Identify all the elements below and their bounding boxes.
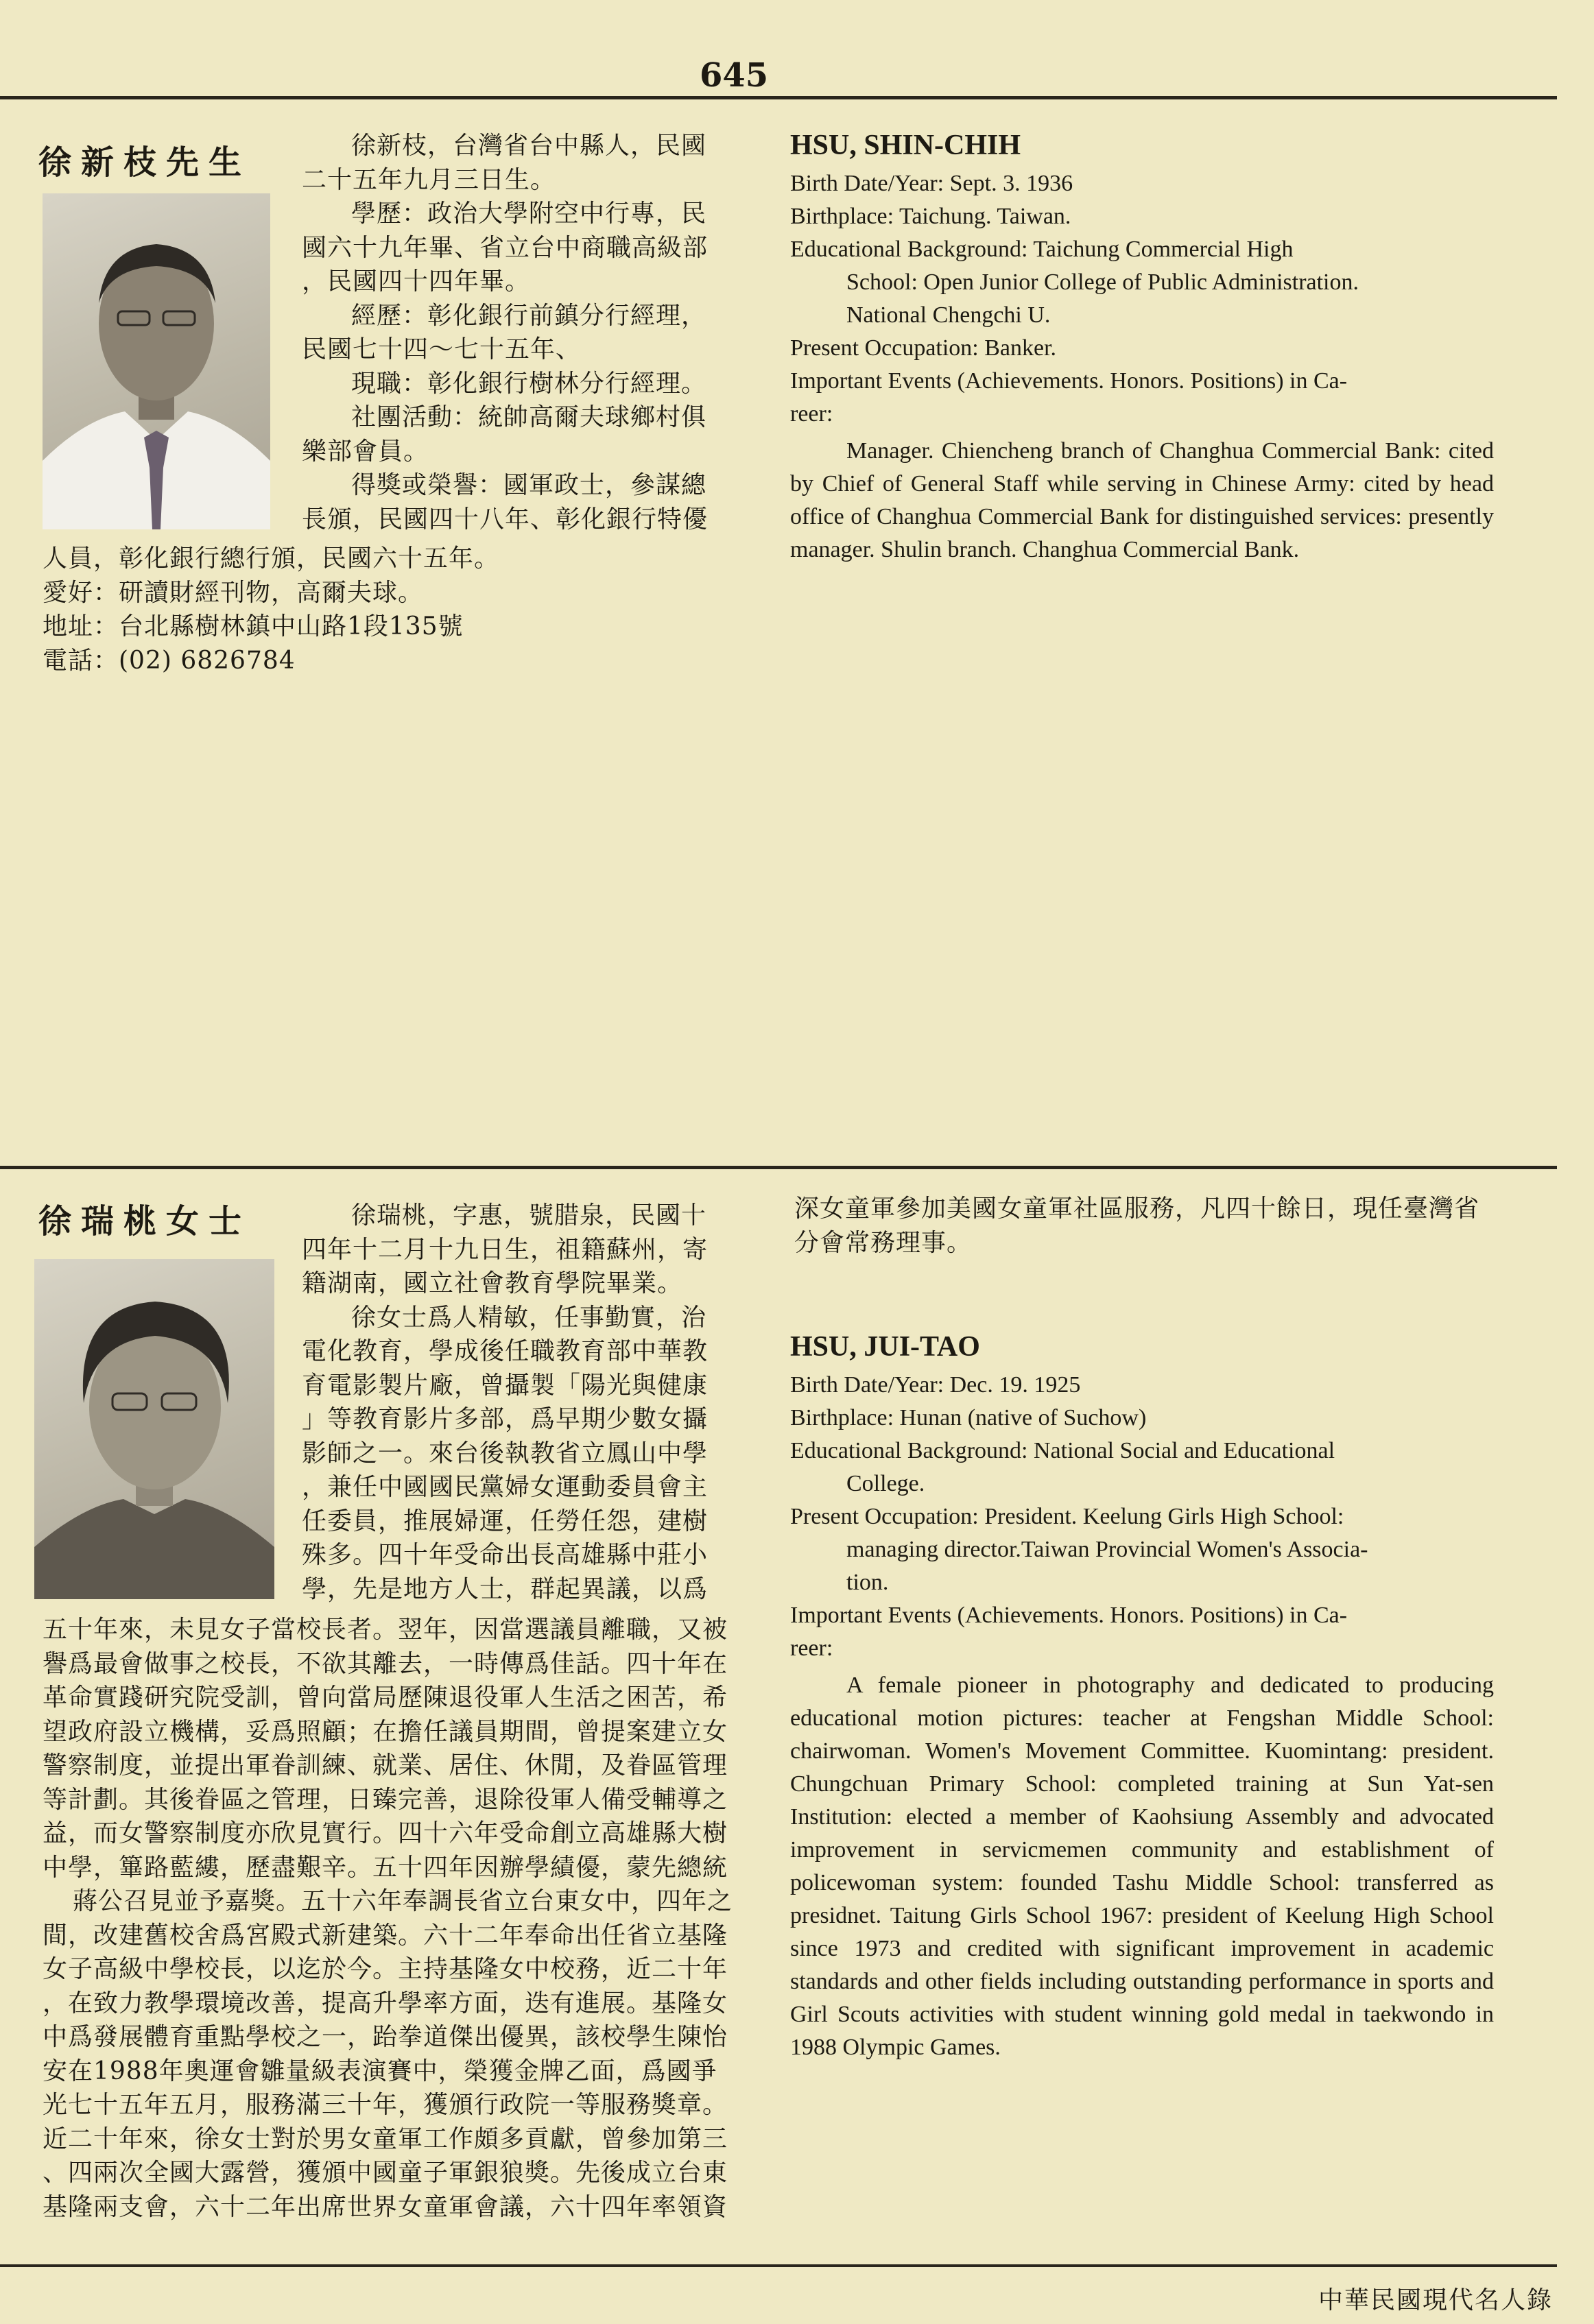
- entry-1-english-bio: [790, 126, 1494, 566]
- entry-1-chinese-name: 徐新枝先生: [38, 143, 252, 182]
- bio-line: 國六十九年畢、省立台中商職高級部: [302, 233, 709, 262]
- bio-line: ，在致力教學環境改善，提高升學率方面，迭有進展。基隆女: [43, 1989, 728, 2017]
- bio-line: 分會常務理事。: [794, 1228, 973, 1257]
- bio-line: 光七十五年五月，服務滿三十年，獲頒行政院一等服務獎章。: [43, 2091, 728, 2119]
- bio-line: 民國七十四～七十五年、: [302, 335, 582, 363]
- entry-2-english-name: HSU, JUI-TAO: [790, 1331, 980, 1363]
- bio-line: 電化教育，學成後任職教育部中華教: [302, 1337, 709, 1365]
- bio-line: 樂部會員。: [302, 437, 429, 466]
- bio-line: 二十五年九月三日生。: [302, 165, 556, 194]
- events-paragraph: Manager. Chiencheng branch of Changhua Commercial Bank: cited by Chief of General Staff while serving in Chinese Army: cited by head office of Changhua Commercial Bank for distinguished services: presently manager. Shulin branch. Changhua Commercial Bank.: [790, 438, 1494, 562]
- birthplace: Birthplace: Hunan (native of Suchow): [790, 1405, 1147, 1430]
- occupation: Present Occupation: President. Keelung Girls High School:: [790, 1504, 1344, 1529]
- birthplace: Birthplace: Taichung. Taiwan.: [790, 204, 1071, 229]
- portrait-silhouette-icon: [34, 1259, 274, 1599]
- birth-date: Birth Date/Year: Sept. 3. 1936: [790, 171, 1073, 196]
- bio-line: 育電影製片廠，曾攝製「陽光與健康: [302, 1371, 709, 1400]
- bio-line: 近二十年來，徐女士對於男女童軍工作頗多貢獻，曾參加第三: [43, 2124, 728, 2153]
- bio-line: 徐瑞桃，字惠，號腊泉，民國十: [351, 1201, 707, 1230]
- bio-line: 得獎或榮譽：國軍政士，參謀總: [351, 471, 707, 499]
- events-label-cont: reer:: [790, 401, 833, 427]
- bio-line: 學歷：政治大學附空中行專，民: [351, 200, 707, 228]
- bio-line: ，民國四十四年畢。: [302, 267, 531, 296]
- bio-line: 深女童軍參加美國女童軍社區服務，凡四十餘日，現任臺灣省: [794, 1195, 1480, 1223]
- education-label: Educational Background: National Social and Educational: [790, 1438, 1335, 1463]
- entry-divider: [0, 1166, 1557, 1169]
- book-title-footer: 中華民國現代名人錄: [1318, 2286, 1553, 2314]
- bio-line: 長頒，民國四十八年、彰化銀行特優: [302, 505, 709, 534]
- entry-2-english-bio: [790, 1328, 1494, 2064]
- bio-line: 人員，彰化銀行總行頒，民國六十五年。: [43, 544, 500, 573]
- events-label: Important Events (Achievements. Honors. Positions) in Ca-: [790, 368, 1348, 394]
- entry-2-chinese-name: 徐瑞桃女士: [38, 1202, 252, 1241]
- bio-line: 基隆兩支會，六十二年出席世界女童軍會議，六十四年率領資: [43, 2192, 728, 2221]
- events-label: Important Events (Achievements. Honors. Positions) in Ca-: [790, 1603, 1348, 1628]
- events-paragraph: A female pioneer in photography and dedicated to producing educational motion pictures: teacher at Fengshan Middle School: chairwoman. Women's Movement Committee. Kuomintang: president. Chungchuan Primary School: completed training at Sun Yat-sen Institution: elected a member of Kaohsiung Assembly and advocated improvement in servicmemen community and establishment of policewoman system: founded Tashu Middle School: transferred as presidnet. Taitung Girls School 1967: president of Keelung High School since 1973 and credited with significant improvement in academic standards and other fields including outstanding performance in sports and Girl Scouts activities with student winning gold medal in taekwondo in 1988 Olympic Games.: [790, 1673, 1494, 2060]
- education-cont: National Chengchi U.: [846, 302, 1051, 328]
- bio-line: 徐女士爲人精敏，任事勤實，治: [351, 1303, 707, 1332]
- bio-line: 警察制度，並提出軍眷訓練、就業、居住、休閒，及眷區管理: [43, 1751, 728, 1780]
- portrait-silhouette-icon: [43, 193, 270, 529]
- bio-line: 」等教育影片多部，爲早期少數女攝: [302, 1405, 709, 1433]
- bio-line: 女子高級中學校長，以迄於今。主持基隆女中校務，近二十年: [43, 1955, 728, 1983]
- bio-line: 現職：彰化銀行樹林分行經理。: [351, 369, 707, 398]
- education-label: Educational Background: Taichung Commercial High: [790, 237, 1294, 262]
- bio-line: 安在1988年奧運會雛量級表演賽中，榮獲金牌乙面，爲國爭: [43, 2057, 717, 2085]
- bio-line: 影師之一。來台後執教省立鳳山中學: [302, 1439, 709, 1468]
- bio-line: 五十年來，未見女子當校長者。翌年，因當選議員離職，又被: [43, 1616, 728, 1644]
- bio-line: 益，而女警察制度亦欣見實行。四十六年受命創立高雄縣大樹: [43, 1819, 728, 1847]
- bio-line: 革命實踐研究院受訓，曾向當局歷陳退役軍人生活之困苦，希: [43, 1684, 728, 1712]
- entry-1-chinese-bio-top: [302, 129, 708, 536]
- occupation-cont: managing director.Taiwan Provincial Women's Associa-: [846, 1537, 1368, 1562]
- portrait-photo-male: [43, 193, 270, 529]
- occupation: Present Occupation: Banker.: [790, 335, 1057, 361]
- education-cont: College.: [846, 1471, 925, 1496]
- bio-line: 間，改建舊校舍爲宮殿式新建築。六十二年奉命出任省立基隆: [43, 1921, 728, 1950]
- bio-line: 籍湖南，國立社會教育學院畢業。: [302, 1269, 683, 1297]
- entry-2-chinese-bio-continued: [794, 1192, 1479, 1260]
- bio-line: 殊多。四十年受命出長高雄縣中莊小: [302, 1541, 709, 1569]
- entry-1-chinese-bio-full: [43, 542, 499, 678]
- bio-line: 愛好：研讀財經刊物，高爾夫球。: [43, 578, 424, 607]
- bio-line: 經歷：彰化銀行前鎮分行經理，: [351, 301, 707, 330]
- bio-line: 、四兩次全國大露營，獲頒中國童子軍銀狼獎。先後成立台東: [43, 2159, 728, 2187]
- bio-line: 社團活動：統帥高爾夫球鄉村俱: [351, 403, 707, 431]
- entry-2-chinese-bio-top: [302, 1199, 708, 1606]
- bio-line: 譽爲最會做事之校長，不欲其離去，一時傳爲佳話。四十年在: [43, 1649, 728, 1678]
- bio-line: 任委員，推展婦運，任勞任怨，建樹: [302, 1507, 709, 1535]
- bio-line: 中學，篳路藍縷，歷盡艱辛。五十四年因辦學績優，蒙先總統: [43, 1853, 728, 1882]
- bio-line: 中爲發展體育重點學校之一，跆拳道傑出優異，該校學生陳怡: [43, 2023, 728, 2051]
- education-cont: School: Open Junior College of Public Administration.: [846, 269, 1359, 295]
- bio-line: ，兼任中國國民黨婦女運動委員會主: [302, 1473, 709, 1501]
- top-rule: [0, 96, 1557, 99]
- bio-line: 電話：(02) 6826784: [43, 646, 296, 675]
- bio-line: 四年十二月十九日生，祖籍蘇州，寄: [302, 1235, 709, 1264]
- events-label-cont: reer:: [790, 1636, 833, 1661]
- entry-1-english-name: HSU, SHIN-CHIH: [790, 130, 1021, 161]
- bio-line: 望政府設立機構，妥爲照顧；在擔任議員期間，曾提案建立女: [43, 1717, 728, 1746]
- bottom-rule: [0, 2264, 1557, 2267]
- bio-line: 等計劃。其後眷區之管理，日臻完善，退除役軍人備受輔導之: [43, 1785, 728, 1814]
- occupation-cont: tion.: [846, 1570, 889, 1595]
- portrait-photo-female: [34, 1259, 274, 1599]
- bio-line: 蔣公召見並予嘉獎。五十六年奉調長省立台東女中，四年之: [73, 1887, 733, 1915]
- entry-2-chinese-bio-full: [43, 1613, 733, 2224]
- page-number: 645: [700, 56, 769, 95]
- bio-line: 學，先是地方人士，群起異議，以爲: [302, 1574, 709, 1603]
- bio-line: 地址：台北縣樹林鎮中山路1段135號: [43, 612, 464, 640]
- birth-date: Birth Date/Year: Dec. 19. 1925: [790, 1372, 1081, 1398]
- bio-line: 徐新枝，台灣省台中縣人，民國: [351, 132, 707, 160]
